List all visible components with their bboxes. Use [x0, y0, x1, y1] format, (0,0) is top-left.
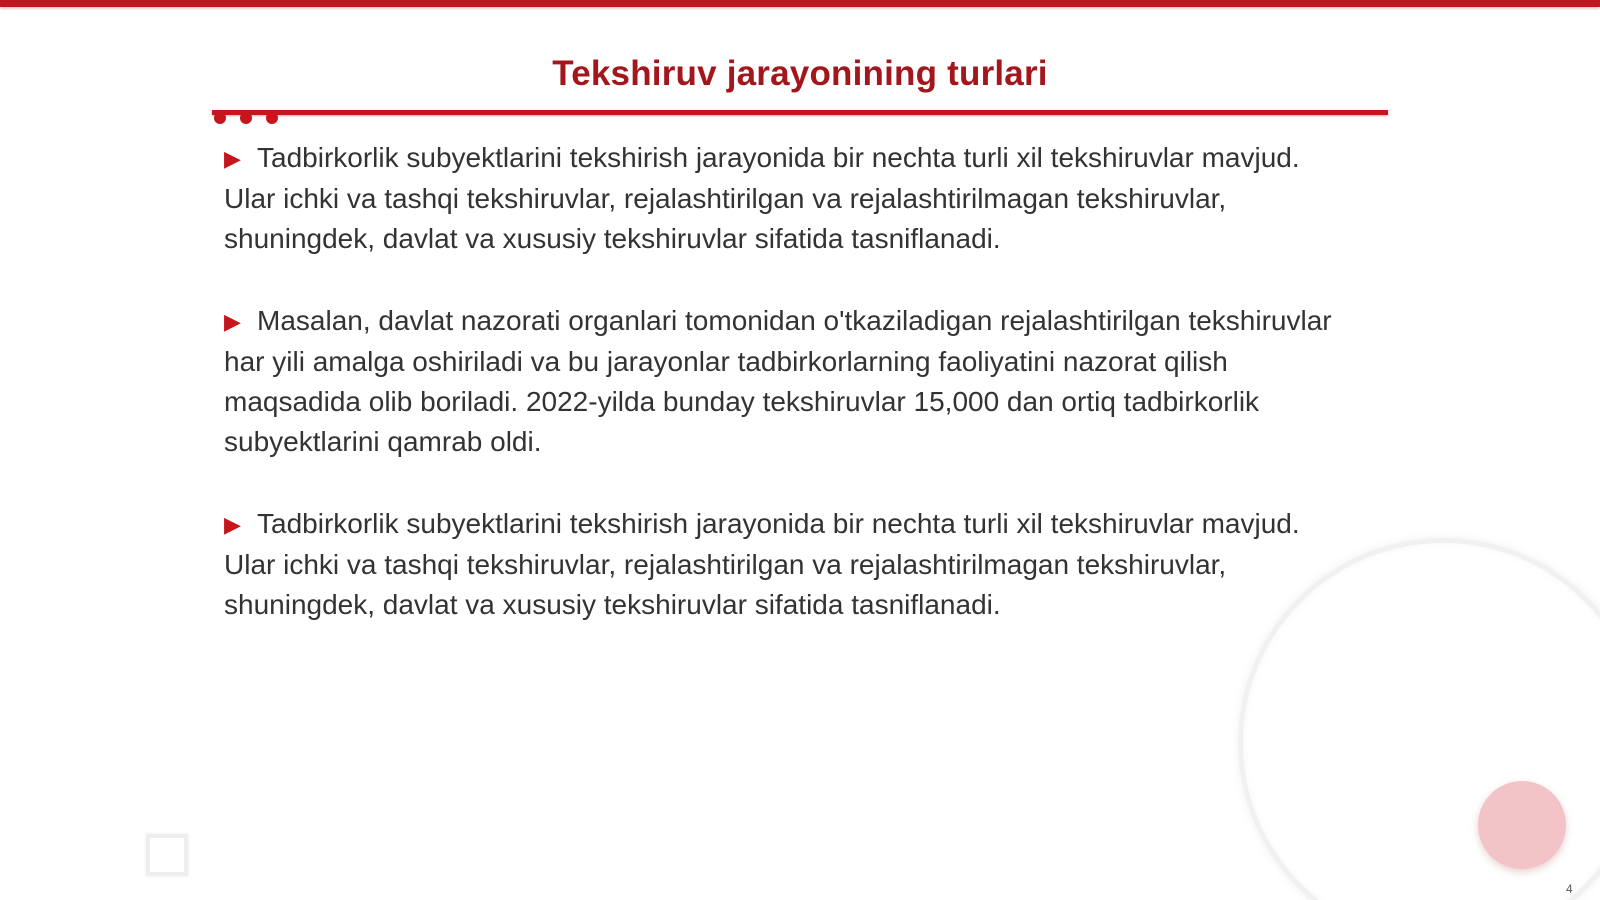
triangle-right-icon: ▶	[224, 512, 241, 537]
bullet-item	[224, 301, 1344, 462]
decor-square-outline	[146, 834, 188, 876]
title-underline	[212, 110, 1388, 115]
triangle-right-icon: ▶	[224, 309, 241, 334]
bullet-text: Tadbirkorlik subyektlarini tekshirish jarayonida bir nechta turli xil tekshiruvlar mavjud. Ular ichki va tashqi tekshiruvlar, rejalashtirilgan va rejalashtirilmagan tekshiruvlar, shuningdek, davlat va xususiy tekshiruvlar sifatida tasniflanadi.	[224, 508, 1300, 620]
top-accent-bar	[0, 0, 1600, 7]
bullet-list	[224, 138, 1344, 667]
bullet-item	[224, 138, 1344, 259]
bullet-item	[224, 504, 1344, 625]
decor-dot	[214, 112, 226, 124]
bullet-text: Masalan, davlat nazorati organlari tomonidan o'tkaziladigan rejalashtirilgan tekshiruvlar har yili amalga oshiriladi va bu jarayonlar tadbirkorlarning faoliyatini nazorat qilish maqsadida olib boriladi. 2022-yilda bunday tekshiruvlar 15,000 dan ortiq tadbirkorlik subyektlarini qamrab oldi.	[224, 305, 1332, 457]
decor-dot	[266, 112, 278, 124]
page-number: 4	[1566, 882, 1573, 896]
slide-title: Tekshiruv jarayonining turlari	[552, 54, 1048, 93]
bullet-text: Tadbirkorlik subyektlarini tekshirish jarayonida bir nechta turli xil tekshiruvlar mavjud. Ular ichki va tashqi tekshiruvlar, rejalashtirilgan va rejalashtirilmagan tekshiruvlar, shuningdek, davlat va xususiy tekshiruvlar sifatida tasniflanadi.	[224, 142, 1300, 254]
decor-pink-circle	[1478, 781, 1566, 869]
decor-dot	[240, 112, 252, 124]
triangle-right-icon: ▶	[224, 146, 241, 171]
